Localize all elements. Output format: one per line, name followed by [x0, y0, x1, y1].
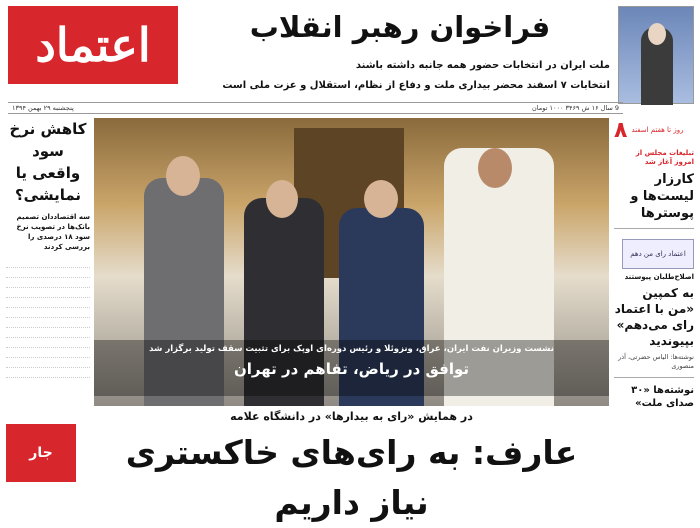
- photo-head-2: [266, 180, 298, 218]
- left-column-body-text: [6, 258, 90, 378]
- right-column-headline: کارزار لیست‌ها و پوسترها: [630, 172, 694, 221]
- photo-head-4: [478, 148, 512, 188]
- body-text-line: [6, 298, 90, 308]
- left-column-lead: سه اقتصاددان تصمیم بانک‌ها در تصویب نرخ سود ۱۸ درصدی را بررسی کردند: [16, 213, 90, 251]
- body-text-line: [6, 368, 90, 378]
- newspaper-logo: اعتماد: [35, 18, 151, 72]
- bottom-kicker: در همایش «رای به بیدارها» در دانشگاه علامه: [230, 410, 473, 423]
- photo-head-1: [166, 156, 200, 196]
- left-column: [6, 118, 90, 482]
- body-text-line: [6, 268, 90, 278]
- body-text-line: [6, 318, 90, 328]
- photo-head-3: [364, 180, 398, 218]
- photo-caption-small: نشست وزیران نفت ایران، عراق، ونزوئلا و رئیس دوره‌ای اوپک برای تثبیت سقف تولید برگزار شد: [149, 344, 554, 354]
- portrait-face: [648, 23, 666, 45]
- body-text-line: [6, 328, 90, 338]
- column-divider: [614, 377, 694, 378]
- red-stamp-box: جار: [6, 424, 76, 482]
- countdown-label: روز تا هفتم اسفند: [631, 126, 684, 134]
- dateline-date: پنجشنبه ۲۹ بهمن ۱۳۹۴: [12, 104, 74, 112]
- right-column-footer: نوشته‌ها «۳۰ صدای ملت»: [631, 385, 694, 409]
- dateline-bar: [8, 102, 623, 114]
- right-column: [614, 118, 694, 482]
- campaign-authors: نوشته‌ها: الیاس حضرتی، آذر منصوری: [618, 353, 694, 370]
- body-text-line: [6, 338, 90, 348]
- dateline-issue: 9 سال ۱۶ ش ۳۴۶۹ ۱۰۰۰ تومان: [532, 104, 619, 112]
- column-divider: [614, 228, 694, 229]
- body-text-line: [6, 348, 90, 358]
- right-column-sub: اصلاح‌طلبان پیوستند: [624, 273, 694, 281]
- body-text-line: [6, 288, 90, 298]
- campaign-logo: اعتماد رای من دهم: [622, 239, 694, 269]
- campaign-headline: به کمپین «من با اعتماد رای می‌دهم» بپیوندید: [614, 286, 694, 348]
- body-text-line: [6, 308, 90, 318]
- right-column-kicker: تبلیغات مجلس از امروز آغاز شد: [635, 149, 694, 166]
- body-text-line: [6, 358, 90, 368]
- photo-caption-headline: توافق در ریاض، تفاهم در تهران: [233, 360, 470, 378]
- masthead: [8, 6, 178, 84]
- headline-subline-1: ملت ایران در انتخابات حضور همه جانبه داشته باشند: [355, 60, 610, 71]
- countdown-number: ۸: [614, 118, 628, 143]
- photo-caption: [94, 340, 609, 396]
- main-headline: فراخوان رهبر انقلاب: [249, 10, 551, 44]
- headline-subline-2: انتخابات ۷ اسفند محضر بیداری ملت و دفاع از نظام، استقلال و عزت ملی است: [222, 80, 610, 91]
- leader-portrait-image: [618, 6, 694, 104]
- body-text-line: [6, 258, 90, 268]
- left-column-headline: کاهش نرخ سود واقعی یا نمایشی؟: [9, 120, 87, 204]
- bottom-headline: عارف: به رای‌های خاکستری نیاز داریم: [125, 433, 578, 522]
- countdown-badge: [614, 118, 694, 143]
- body-text-line: [6, 278, 90, 288]
